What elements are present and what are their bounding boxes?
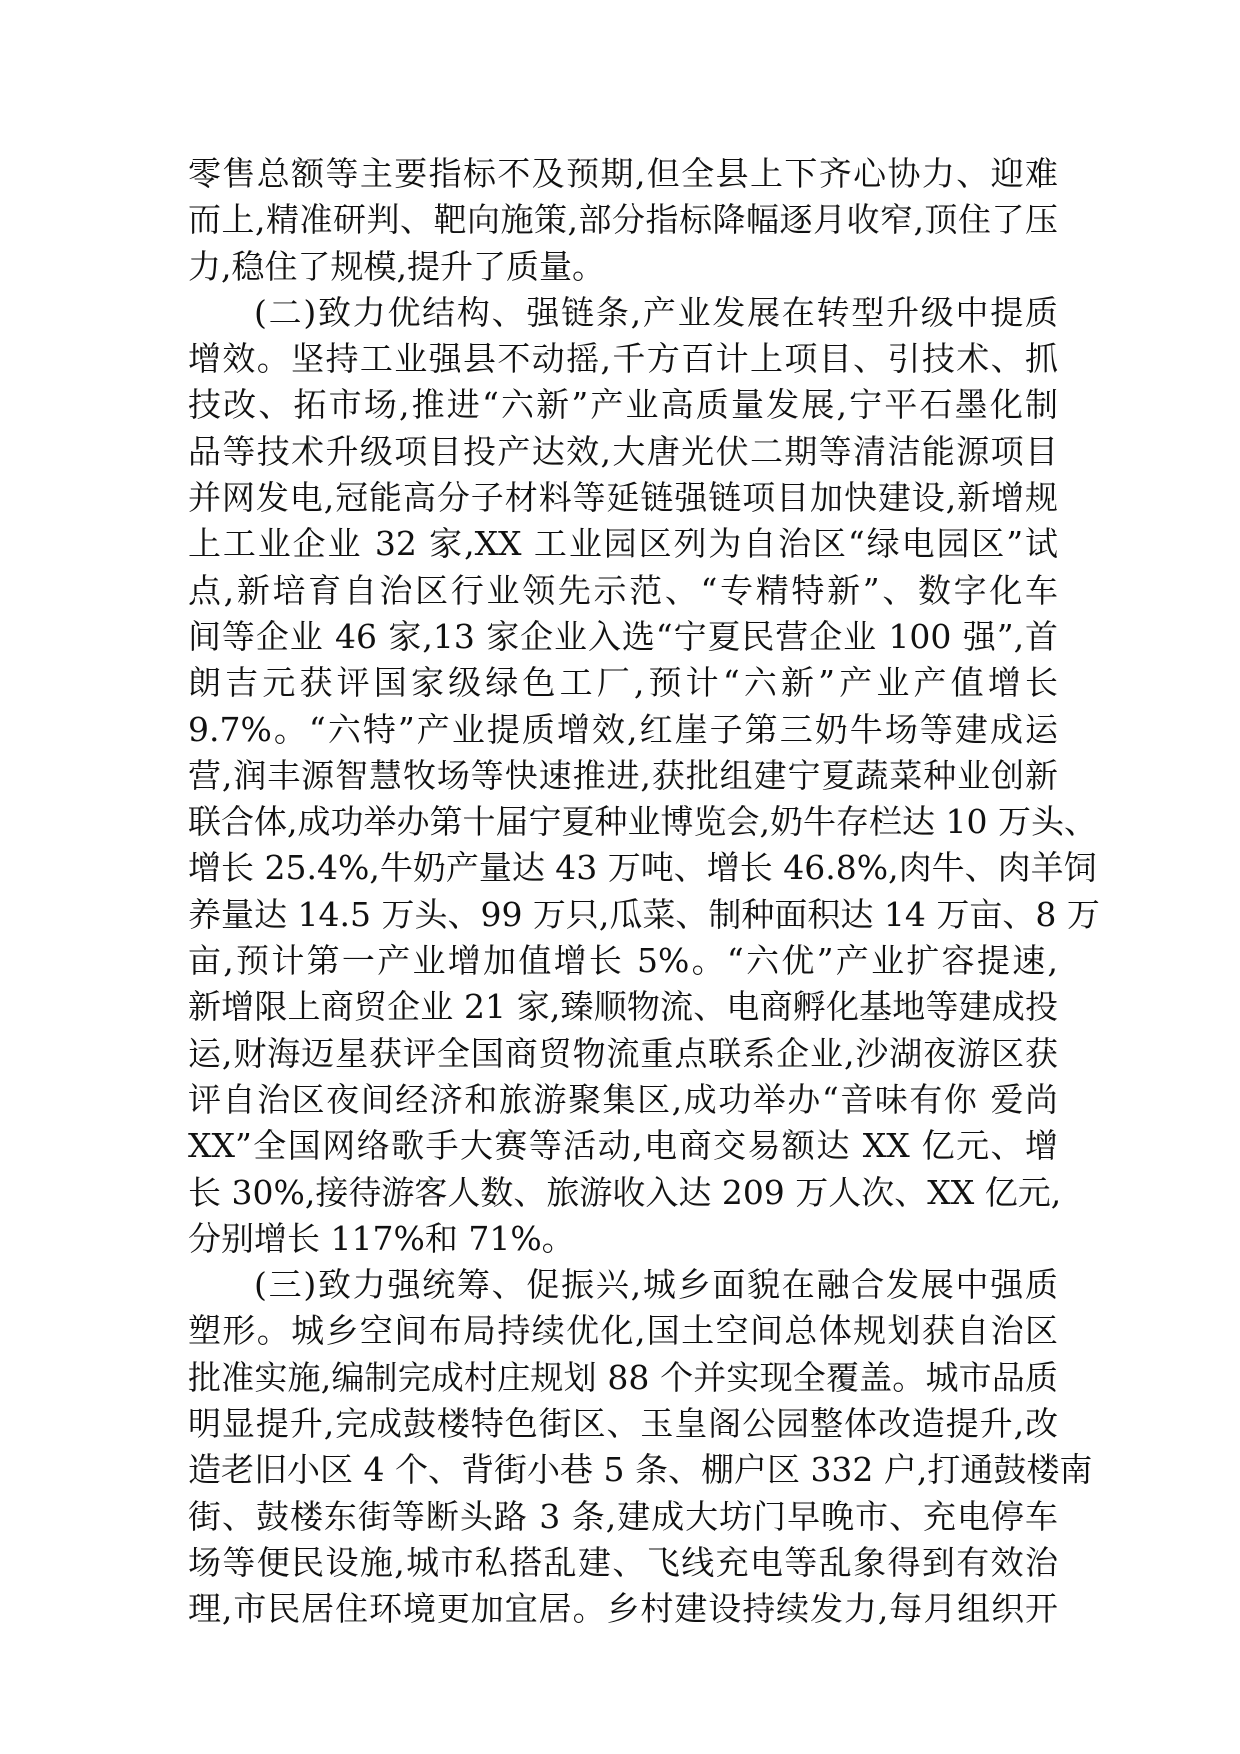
text-line: 造老旧小区 4 个、背街小巷 5 条、棚户区 332 户,打通鼓楼南 — [188, 1450, 1093, 1490]
text-line: 评自治区夜间经济和旅游聚集区,成功举办“音味有你 爱尚 — [188, 1079, 1058, 1119]
text-line: 点,新培育自治区行业领先示范、“专精特新”、数字化车 — [188, 570, 1058, 610]
text-line: 零售总额等主要指标不及预期,但全县上下齐心协力、迎难 — [188, 154, 1058, 193]
text-line: (二)致力优结构、强链条,产业发展在转型升级中提质 — [254, 292, 1058, 332]
text-line: 长 30%,接待游客人数、旅游收入达 209 万人次、XX 亿元, — [188, 1172, 1062, 1212]
text-line: 场等便民设施,城市私搭乱建、飞线充电等乱象得到有效治 — [188, 1542, 1058, 1582]
text-line: (三)致力强统筹、促振兴,城乡面貌在融合发展中强质 — [254, 1265, 1058, 1305]
text-line: 明显提升,完成鼓楼特色街区、玉皇阁公园整体改造提升,改 — [188, 1404, 1058, 1444]
text-line: 批准实施,编制完成村庄规划 88 个并实现全覆盖。城市品质 — [188, 1357, 1058, 1397]
text-line: 而上,精准研判、靶向施策,部分指标降幅逐月收窄,顶住了压 — [188, 200, 1058, 240]
text-line: 技改、拓市场,推进“六新”产业高质量发展,宁平石墨化制 — [188, 385, 1058, 425]
paragraph-section-2 — [188, 290, 1100, 1262]
text-line: 增长 25.4%,牛奶产量达 43 万吨、增长 46.8%,肉牛、肉羊饲 — [188, 848, 1097, 888]
text-line: 并网发电,冠能高分子材料等延链强链项目加快建设,新增规 — [188, 478, 1058, 518]
text-line: 品等技术升级项目投产达效,大唐光伏二期等清洁能源项目 — [188, 431, 1058, 471]
text-line: 塑形。城乡空间布局持续优化,国土空间总体规划获自治区 — [188, 1311, 1058, 1351]
text-line: XX”全国网络歌手大赛等活动,电商交易额达 XX 亿元、增 — [188, 1126, 1058, 1166]
text-line: 9.7%。“六特”产业提质增效,红崖子第三奶牛场等建成运 — [188, 709, 1058, 749]
text-line: 上工业企业 32 家,XX 工业园区列为自治区“绿电园区”试 — [188, 524, 1058, 564]
text-line: 养量达 14.5 万头、99 万只,瓜菜、制种面积达 14 万亩、8 万 — [188, 894, 1100, 934]
text-line: 亩,预计第一产业增加值增长 5%。“六优”产业扩容提速, — [188, 941, 1058, 981]
text-line: 运,财海迈星获评全国商贸物流重点联系企业,沙湖夜游区获 — [188, 1033, 1058, 1073]
paragraph-section-3 — [188, 1262, 1093, 1632]
text-line: 营,润丰源智慧牧场等快速推进,获批组建宁夏蔬菜种业创新 — [188, 755, 1058, 795]
document-body — [188, 151, 1100, 1633]
text-line: 分别增长 117%和 71%。 — [188, 1218, 575, 1258]
text-line: 增效。坚持工业强县不动摇,千方百计上项目、引技术、抓 — [188, 339, 1058, 379]
text-line: 朗吉元获评国家级绿色工厂,预计“六新”产业产值增长 — [188, 663, 1058, 703]
text-line: 新增限上商贸企业 21 家,臻顺物流、电商孵化基地等建成投 — [188, 987, 1058, 1027]
text-line: 力,稳住了规模,提升了质量。 — [188, 246, 605, 286]
text-line: 街、鼓楼东街等断头路 3 条,建成大坊门早晚市、充电停车 — [188, 1496, 1058, 1536]
text-line: 联合体,成功举办第十届宁夏种业博览会,奶牛存栏达 10 万头、 — [188, 802, 1097, 842]
text-line: 间等企业 46 家,13 家企业入选“宁夏民营企业 100 强”,首 — [188, 616, 1058, 656]
paragraph-continued — [188, 151, 1058, 290]
text-line: 理,市民居住环境更加宜居。乡村建设持续发力,每月组织开 — [188, 1589, 1058, 1629]
